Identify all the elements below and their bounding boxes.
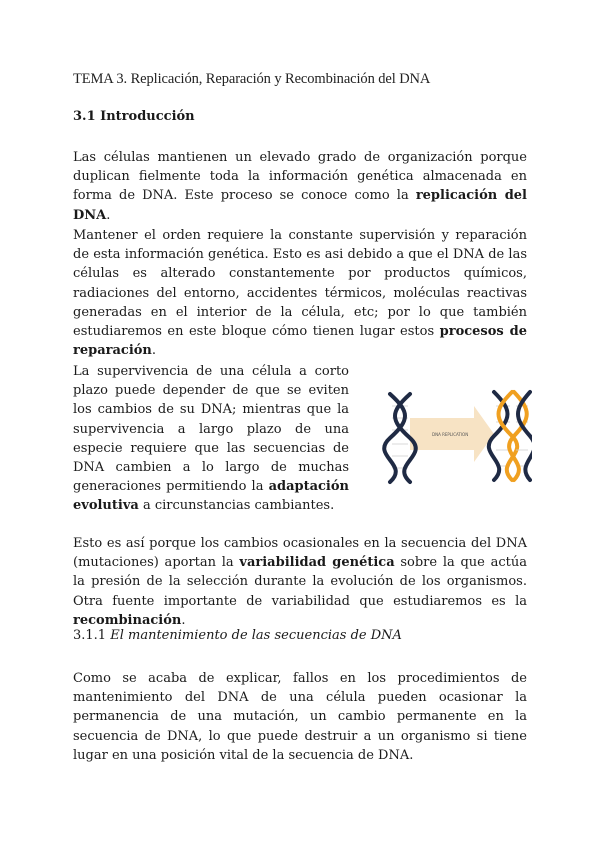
subsection-title: El mantenimiento de las secuencias de DNA bbox=[110, 628, 402, 643]
paragraph-text: . bbox=[181, 612, 186, 628]
paragraph-text: a circunstancias cambiantes. bbox=[138, 498, 335, 514]
paragraph-text: . bbox=[106, 207, 111, 223]
subsection-number: 3.1.1 bbox=[73, 628, 107, 643]
paragraph-survival bbox=[73, 362, 349, 516]
arrow-label: DNA REPLICATION bbox=[432, 432, 469, 437]
dna-replication-figure bbox=[382, 372, 532, 500]
bold-term: procesos de reparación bbox=[73, 324, 527, 359]
paragraph-text: . bbox=[151, 343, 157, 359]
section-heading: 3.1 Introducción bbox=[73, 109, 195, 124]
paragraph-repair bbox=[73, 226, 527, 360]
subsection-heading bbox=[73, 628, 402, 643]
bold-term: recombinación bbox=[73, 612, 182, 628]
paragraph-text: Esto es así porque los cambios ocasionales en la secuencia del DNA (mutaciones) aportan la bbox=[73, 536, 527, 571]
daughter-dna-helix-2 bbox=[509, 392, 532, 480]
paragraph-replication bbox=[73, 148, 527, 225]
paragraph-text: sobre la que actúa la presión de la selección durante la evolución de los organismos. Otra fuente importante de variabilidad que estudiaremos es la bbox=[73, 555, 527, 609]
paragraph-text: Mantener el orden requiere la constante supervisión y reparación de esta información genética. Esto es asi debido a que el DNA de las células es alterado constantemente por productos químicos, radiaciones del entorno, accidentes térmicos, moléculas reactivas generadas en el interior de la célula, etc; por lo que también estudiaremos en este bloque cómo tienen lugar estos bbox=[73, 228, 527, 340]
paragraph-maintenance bbox=[73, 669, 527, 765]
bold-term: replicación del DNA bbox=[73, 188, 527, 223]
paragraph-text: Como se acaba de explicar, fallos en los procedimientos de mantenimiento del DNA de una célula pueden ocasionar la permanencia de una mutación, un cambio permanente en la secuencia de DNA, lo que puede destruir a un organismo si tiene lugar en una posición vital de la secuencia de DNA. bbox=[73, 671, 527, 763]
dna-replication-illustration bbox=[382, 372, 532, 500]
bold-term: adaptación evolutiva bbox=[73, 479, 349, 514]
document-title: TEMA 3. Replicación, Reparación y Recombinación del DNA bbox=[73, 71, 431, 87]
paragraph-mutations bbox=[73, 534, 527, 630]
parent-dna-helix bbox=[384, 394, 416, 482]
paragraph-text: La supervivencia de una célula a corto plazo puede depender de que se eviten los cambios de su DNA; mientras que la supervivencia a largo plazo de una especie requiere que las secuencias de DNA cambien a lo largo de muchas generaciones permitiendo la bbox=[73, 364, 349, 495]
paragraph-text: Las células mantienen un elevado grado de organización porque duplican fielmente toda la información genética almacenada en forma de DNA. Este proceso se conoce como la bbox=[73, 150, 527, 204]
bold-term: variabilidad genética bbox=[239, 555, 395, 571]
